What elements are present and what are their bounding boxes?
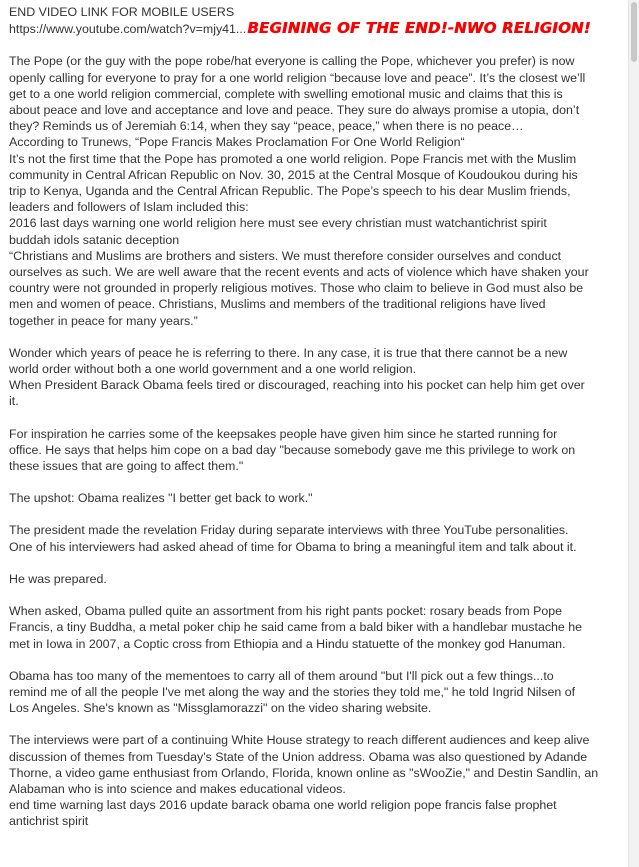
text-line: get to a one world religion commercial, complete with swelling emotional music and claims that this is — [9, 86, 563, 101]
text-line: Obama has too many of the mementoes to carry all of them around "but I'll pick out a few things...to — [9, 668, 554, 683]
paragraph-9 — [9, 732, 627, 829]
scrollbar-thumb[interactable] — [631, 2, 637, 62]
text-line: Alabaman who is into science and makes educational videos. — [9, 781, 346, 796]
paragraph-gap — [9, 652, 627, 668]
text-line: Thorne, a video game enthusiast from Orlando, Florida, known online as "sWooZie," and Destin Sandlin, an — [9, 765, 599, 780]
paragraph-gap — [9, 716, 627, 732]
paragraph-gap — [9, 555, 627, 571]
paragraph-gap — [9, 329, 627, 345]
text-line: trip to Kenya, Uganda and the Central African Republic. The Pope’s speech to his dear Muslim friends, — [9, 184, 571, 199]
text-line: met in Iowa in 2007, a Coptic cross from Ethiopia and a Hindu statuette of the monkey god Hanuman. — [9, 636, 566, 651]
text-line: He was prepared. — [9, 571, 107, 586]
paragraph-gap — [9, 587, 627, 603]
paragraph-gap — [9, 37, 627, 53]
text-line: end time warning last days 2016 update barack obama one world religion pope francis false prophet — [9, 798, 557, 813]
text-line: buddah idols satanic deception — [9, 232, 180, 247]
paragraph-2 — [9, 345, 627, 410]
text-line: Francis, a tiny Buddha, a metal poker chip he said came from a bald biker with a handlebar mustache he — [9, 620, 583, 635]
text-line: leaders and followers of Islam included this: — [9, 200, 249, 215]
text-line: country were not grounded in properly religious motives. Those who claim to believe in God must also be — [9, 281, 584, 296]
text-line: together in peace for many years.” — [9, 313, 198, 328]
text-line: The Pope (or the guy with the pope robe/hat everyone is calling the Pope, whichever you prefer) is now — [9, 54, 575, 69]
text-line: One of his interviewers had asked ahead of time for Obama to bring a meaningful item and talk about it. — [9, 539, 577, 554]
text-line: According to Trunews, “Pope Francis Makes Proclamation For One World Religion“ — [9, 135, 465, 150]
article-document — [9, 4, 627, 830]
text-line: It’s not the first time that the Pope has promoted a one world religion. Pope Francis met with the Muslim — [9, 151, 577, 166]
paragraph-5 — [9, 522, 627, 554]
text-line: discussion of themes from Tuesday's State of the Union address. Obama was also questioned by Adande — [9, 749, 588, 764]
text-line: remind me of all the people I've met along the way and the stories they told me," he told Ingrid Nilsen of — [9, 684, 576, 699]
paragraph-4 — [9, 490, 627, 506]
video-link-row — [9, 20, 627, 37]
paragraph-gap — [9, 410, 627, 426]
text-line: “Christians and Muslims are brothers and sisters. We must therefore consider ourselves and conduct — [9, 248, 562, 263]
text-line: Wonder which years of peace he is referring to there. In any case, it is true that there cannot be a new — [9, 345, 568, 360]
headline-banner: BEGINING OF THE END!-NWO RELIGION! — [247, 19, 591, 38]
text-line: men and women of peace. Christians, Muslims and members of the traditional religions have lived — [9, 297, 546, 312]
text-line: For inspiration he carries some of the keepsakes people have given him since he started running for — [9, 426, 558, 441]
text-line: these issues that are going to affect them." — [9, 459, 244, 474]
text-line: When President Barack Obama feels tired or discouraged, reaching into his pocket can help him get over — [9, 378, 585, 393]
text-line: about peace and love and acceptance and love and peace. They sure do always promise a utopia, don’t — [9, 103, 580, 118]
paragraph-7 — [9, 603, 627, 652]
text-line: ourselves as such. We are well aware that the recent events and acts of violence which have shaken your — [9, 265, 589, 280]
paragraph-6 — [9, 571, 627, 587]
text-line: Los Angeles. She's known as "Missglamorazzi" on the video sharing website. — [9, 701, 432, 716]
text-line: 2016 last days warning one world religion here must see every christian must watchantichrist spirit — [9, 216, 547, 231]
text-line: The president made the revelation Friday during separate interviews with three YouTube personalities. — [9, 523, 569, 538]
text-line: community in Central African Republic on Nov. 30, 2015 at the Central Mosque of Koudoukou during his — [9, 167, 578, 182]
text-line: openly calling for everyone to pray for a one world religion “because love and peace”. It’s the closest we’ll — [9, 70, 586, 85]
text-line: they? Reminds us of Jeremiah 6:14, when they say “peace, peace,” when there is no peace… — [9, 119, 524, 134]
vertical-scrollbar[interactable] — [628, 0, 639, 867]
paragraph-3 — [9, 426, 627, 475]
text-line: office. He says that helps him cope on a bad day "because somebody gave me this privilege to work on — [9, 442, 576, 457]
text-line: world order without both a one world government and a one world religion. — [9, 362, 417, 377]
paragraph-1 — [9, 53, 627, 328]
video-url-link[interactable]: https://www.youtube.com/watch?v=mjy41... — [9, 22, 247, 37]
text-line: antichrist spirit — [9, 814, 89, 829]
text-line: The interviews were part of a continuing White House strategy to reach different audiences and keep alive — [9, 733, 590, 748]
paragraph-gap — [9, 474, 627, 490]
video-link-label: END VIDEO LINK FOR MOBILE USERS — [9, 5, 235, 19]
text-line: it. — [9, 394, 19, 409]
text-line: The upshot: Obama realizes "I better get back to work." — [9, 491, 313, 506]
paragraph-gap — [9, 506, 627, 522]
text-line: When asked, Obama pulled quite an assortment from his right pants pocket: rosary beads from Pope — [9, 604, 563, 619]
paragraph-8 — [9, 668, 627, 717]
